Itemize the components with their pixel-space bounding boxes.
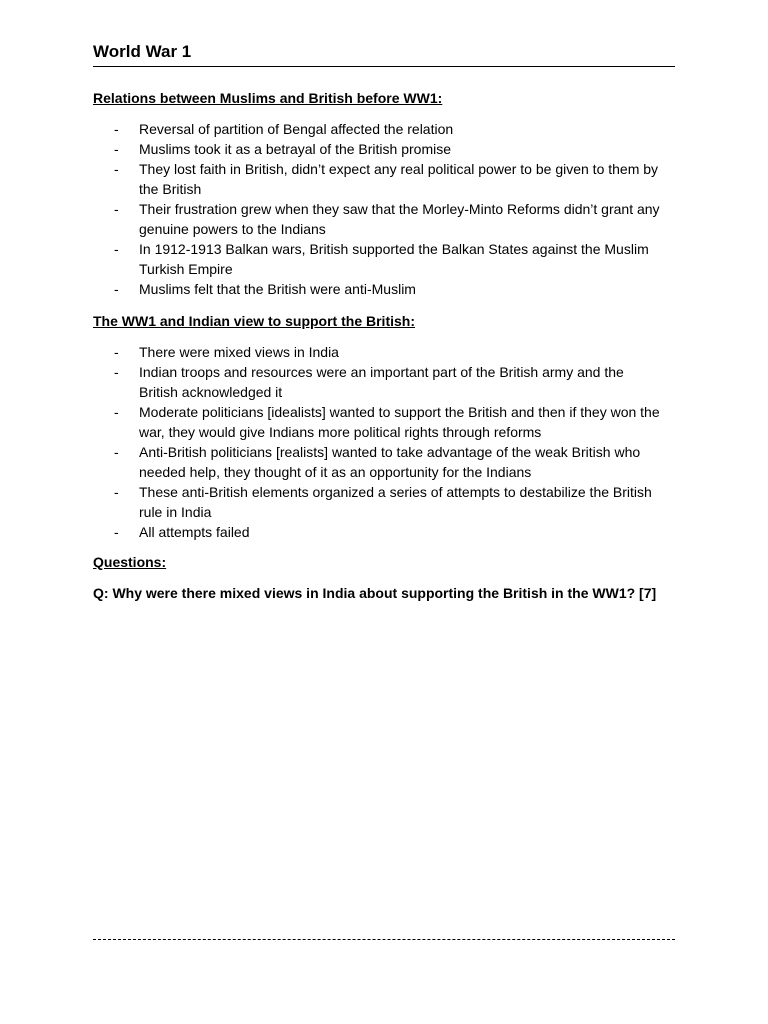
list-item-text: Moderate politicians [idealists] wanted to support the British and then if they won the war, they would give Indians more political rights through reforms <box>139 404 660 440</box>
bullet-dash: - <box>114 141 119 157</box>
section-heading-questions: Questions: <box>93 554 167 570</box>
list-item-text: Muslims felt that the British were anti-Muslim <box>139 281 416 297</box>
bullet-dash: - <box>114 524 119 540</box>
list-item <box>93 362 663 402</box>
list-item-text: Their frustration grew when they saw that the Morley-Minto Reforms didn’t grant any genuine powers to the Indians <box>139 201 660 237</box>
bullet-list-ww1-view <box>93 342 663 542</box>
bullet-dash: - <box>114 344 119 360</box>
question-text: Q: Why were there mixed views in India about supporting the British in the WW1? [7] <box>93 585 657 601</box>
bullet-dash: - <box>114 364 119 380</box>
list-item <box>93 482 663 522</box>
bullet-dash: - <box>114 121 119 137</box>
list-item <box>93 342 663 362</box>
bullet-dash: - <box>114 404 119 420</box>
list-item-text: They lost faith in British, didn’t expect any real political power to be given to them by the British <box>139 161 659 197</box>
bullet-dash: - <box>114 161 119 177</box>
list-item-text: Indian troops and resources were an important part of the British army and the British acknowledged it <box>139 364 624 400</box>
list-item-text: Muslims took it as a betrayal of the British promise <box>139 141 452 157</box>
list-item <box>93 442 663 482</box>
dashed-footer-rule <box>93 939 675 940</box>
list-item <box>93 139 663 159</box>
bullet-dash: - <box>114 484 119 500</box>
bullet-dash: - <box>114 241 119 257</box>
page-title: World War 1 <box>93 42 192 61</box>
list-item-text: There were mixed views in India <box>139 344 339 360</box>
bullet-dash: - <box>114 444 119 460</box>
title-underline <box>93 66 675 67</box>
list-item <box>93 199 663 239</box>
list-item <box>93 402 663 442</box>
list-item <box>93 239 663 279</box>
list-item <box>93 279 663 299</box>
section-heading-ww1-view: The WW1 and Indian view to support the British: <box>93 313 415 329</box>
bullet-list-relations <box>93 119 663 299</box>
list-item-text: All attempts failed <box>139 524 250 540</box>
list-item-text: Reversal of partition of Bengal affected the relation <box>139 121 454 137</box>
section-heading-relations: Relations between Muslims and British before WW1: <box>93 90 443 106</box>
list-item <box>93 522 663 542</box>
list-item-text: Anti-British politicians [realists] wanted to take advantage of the weak British who needed help, they thought of it as an opportunity for the Indians <box>139 444 641 480</box>
list-item <box>93 119 663 139</box>
bullet-dash: - <box>114 201 119 217</box>
list-item-text: In 1912-1913 Balkan wars, British supported the Balkan States against the Muslim Turkish Empire <box>139 241 649 277</box>
list-item-text: These anti-British elements organized a series of attempts to destabilize the British rule in India <box>139 484 652 520</box>
bullet-dash: - <box>114 281 119 297</box>
list-item <box>93 159 663 199</box>
